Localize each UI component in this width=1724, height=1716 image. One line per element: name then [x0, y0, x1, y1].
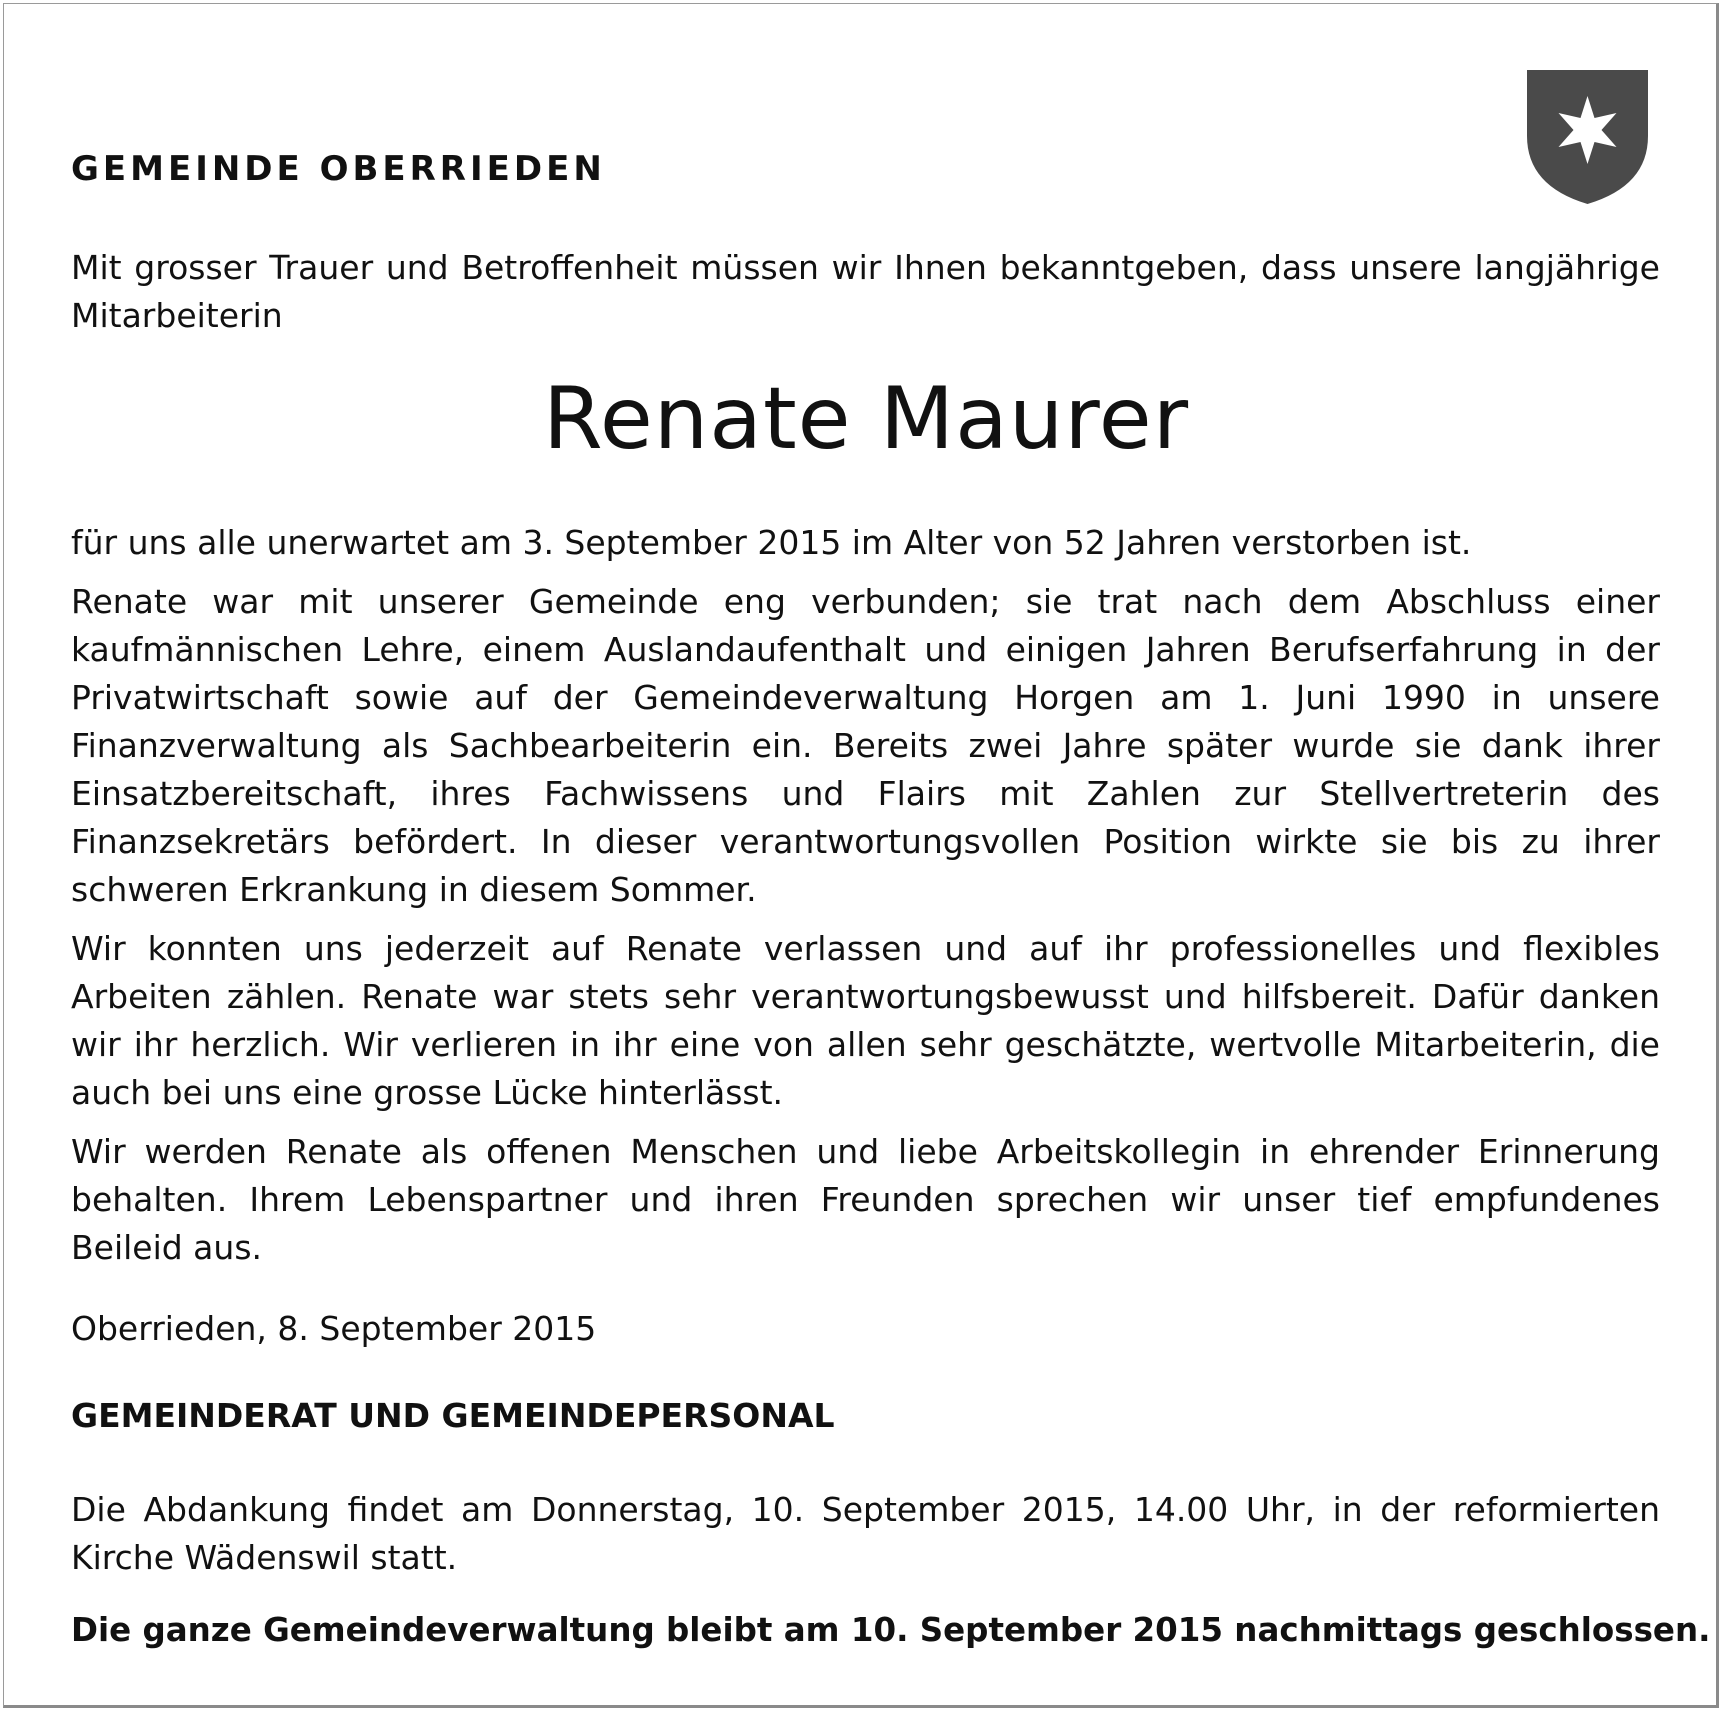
paragraph-condolences: Wir werden Renate als offenen Menschen und liebe Arbeitskollegin in ehrender Erinnerung behalten. Ihrem Lebenspartner und ihren Freunden sprechen wir unser tief empfundenes Beileid aus.	[71, 1132, 1660, 1267]
paragraph-career: Renate war mit unserer Gemeinde eng verbunden; sie trat nach dem Abschluss einer kaufmännischen Lehre, einem Auslandaufenthalt und einigen Jahren Berufserfahrung in der Privatwirtschaft sowie auf der Gemeindeverwaltung Horgen am 1. Juni 1990 in unsere Finanzverwaltung als Sachbearbeiterin ein. Bereits zwei Jahre später wurde sie dank ihrer Einsatzbereitschaft, ihres Fachwissens und Flairs mit Zahlen zur Stellvertreterin des Finanzsekretärs befördert. In dieser verantwortungsvollen Position wirkte sie bis zu ihrer schweren Erkrankung in diesem Sommer.	[71, 582, 1660, 909]
place-date: Oberrieden, 8. September 2015	[71, 1309, 597, 1348]
closure-notice: Die ganze Gemeindeverwaltung bleibt am 10. September 2015 nachmittags geschlossen.	[71, 1611, 1711, 1649]
intro-text: Mit grosser Trauer und Betroffenheit müssen wir Ihnen bekanntgeben, dass unsere langjährige Mitarbeiterin	[71, 248, 1660, 335]
paragraph-death-notice: für uns alle unerwartet am 3. September 2015 im Alter von 52 Jahren verstorben ist.	[71, 523, 1472, 562]
paragraph-appreciation: Wir konnten uns jederzeit auf Renate verlassen und auf ihr professionelles und flexibles Arbeiten zählen. Renate war stets sehr verantwortungsbewusst und hilfsbereit. Dafür danken wir ihr herzlich. Wir verlieren in ihr eine von allen sehr geschätzte, wertvolle Mitarbeiterin, die auch bei uns eine grosse Lücke hinterlässt.	[71, 929, 1660, 1112]
service-info: Die Abdankung findet am Donnerstag, 10. September 2015, 14.00 Uhr, in der reformierten Kirche Wädenswil statt.	[71, 1490, 1660, 1577]
intro-section	[71, 244, 1660, 340]
organization-heading: GEMEINDE OBERRIEDEN	[71, 149, 606, 189]
signers-heading: GEMEINDERAT UND GEMEINDEPERSONAL	[71, 1396, 835, 1435]
obituary-notice	[3, 3, 1719, 1708]
coat-of-arms-star-icon	[1525, 68, 1650, 206]
deceased-name: Renate Maurer	[542, 369, 1190, 469]
obituary-body	[71, 519, 1660, 1283]
service-info-section	[71, 1486, 1660, 1582]
